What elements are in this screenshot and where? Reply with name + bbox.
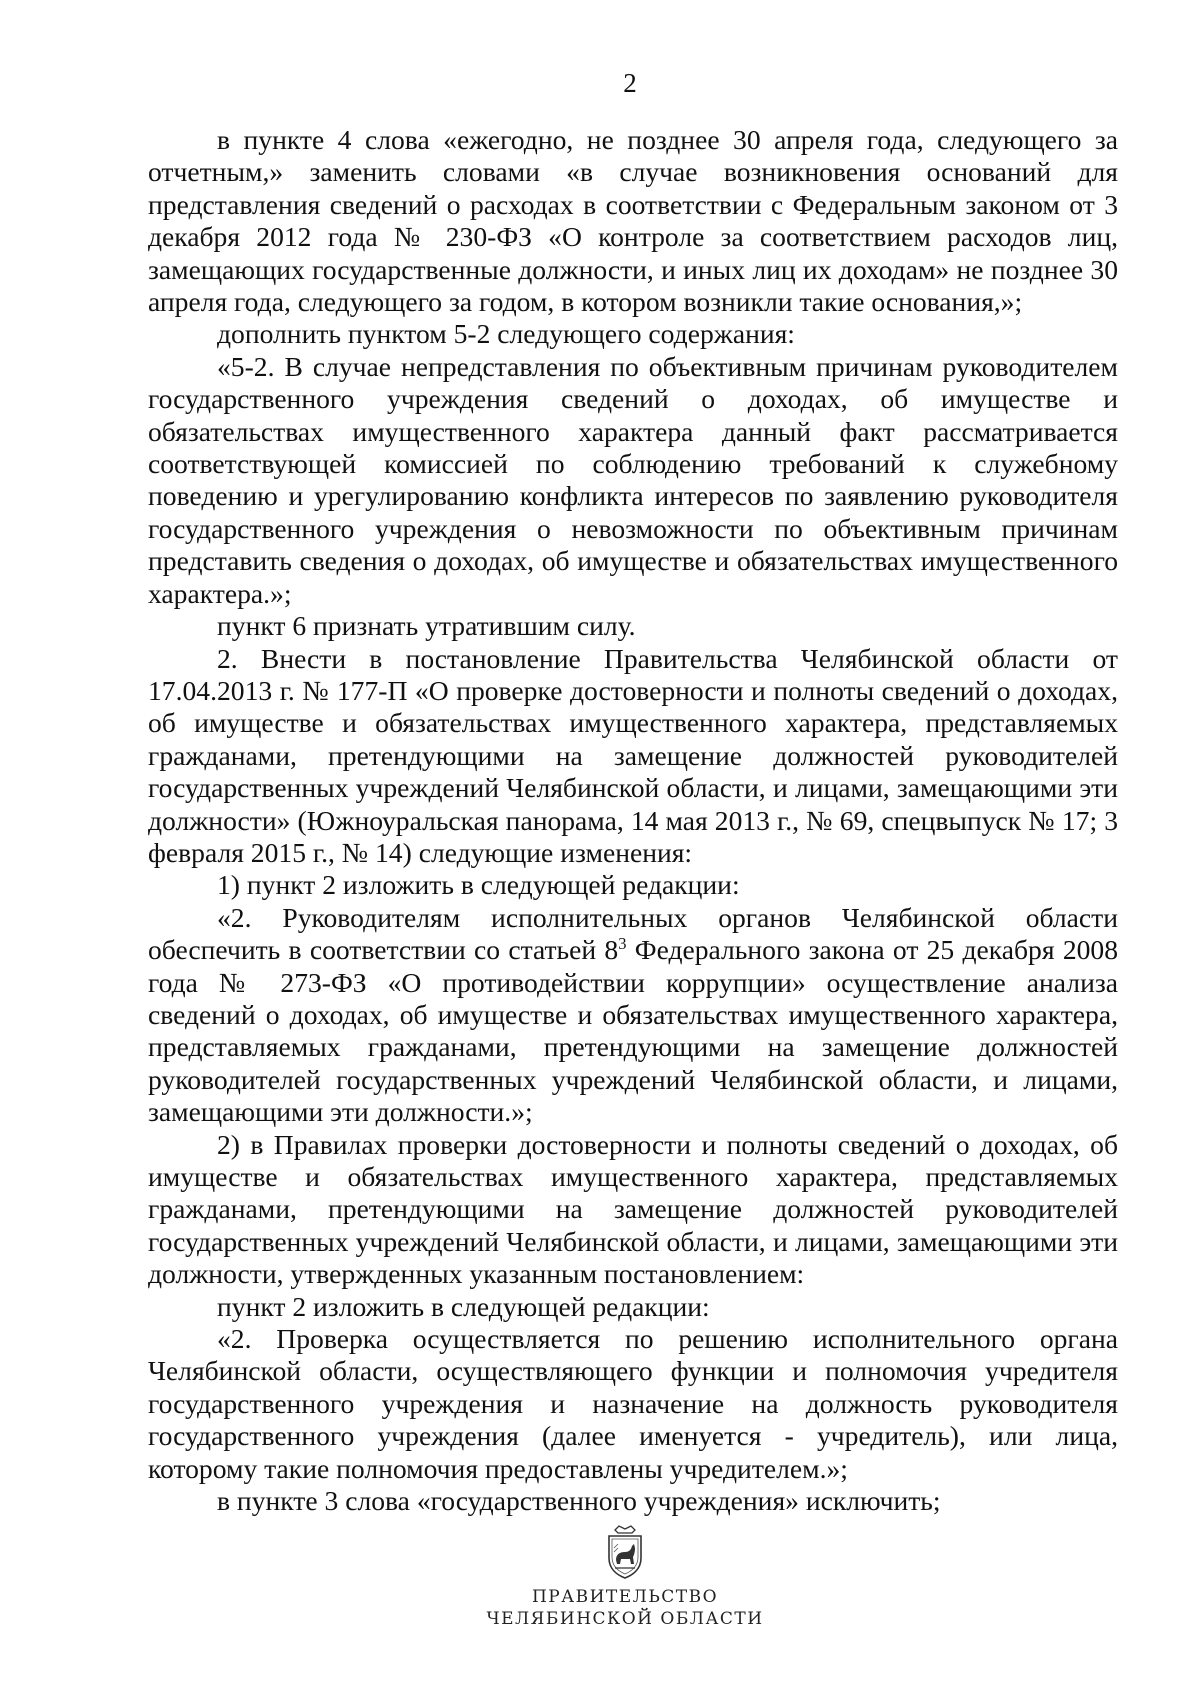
footer-line: ПРАВИТЕЛЬСТВО <box>531 1587 719 1607</box>
paragraph-text: в пункте 4 слова «ежегодно, не позднее 30 апреля года, следующего за отчетным,» заменить словами «в случае возникновения оснований для представления сведений о расходах в соответствии с Федеральным законом от 3 декабря 2012 года № 230-ФЗ «О контроле за соответствием расходов лиц, замещающих государственные должности, и иных лиц их доходам» не позднее 30 апреля года, следующего за годом, в котором возникли такие основания,»; <box>148 124 1118 318</box>
paragraph-text: «2. Руководителям исполнительных органов Челябинской области обеспечить в соответствии со статьей 8 <box>148 901 1118 966</box>
paragraph <box>148 902 1118 1129</box>
paragraph-text: в пункте 3 слова «государственного учреждения» исключить; <box>217 1485 941 1517</box>
superscript: 3 <box>618 933 627 953</box>
paragraph <box>148 124 1118 318</box>
paragraph <box>148 318 1118 350</box>
paragraph <box>148 351 1118 610</box>
paragraph-text: пункт 2 изложить в следующей редакции: <box>217 1290 710 1322</box>
footer-line: ЧЕЛЯБИНСКОЙ ОБЛАСТИ <box>486 1609 764 1629</box>
paragraph-text: 2. Внести в постановление Правительства Челябинской области от 17.04.2013 г. № 177-П «О проверке достоверности и полноты сведений о доходах, об имуществе и обязательствах имущественного характера, представляемых гражданами, претендующими на замещение должностей руководителей государственных учреждений Челябинской области, и лицами, замещающими эти должности» (Южноуральская панорама, 14 мая 2013 г., № 69, спецвыпуск № 17; 3 февраля 2015 г., № 14) следующие изменения: <box>148 642 1118 868</box>
paragraph-text: 1) пункт 2 изложить в следующей редакции: <box>217 869 740 901</box>
paragraph <box>148 1485 1118 1517</box>
page-number: 2 <box>623 68 637 98</box>
document-body <box>148 124 1118 1517</box>
paragraph <box>148 643 1118 870</box>
paragraph-text: «5-2. В случае непредставления по объективным причинам руководителем государственного учреждения сведений о доходах, об имуществе и обязательствах имущественного характера данный факт рассматривается соответствующей комиссией по соблюдению требований к служебному поведению и урегулированию конфликта интересов по заявлению руководителя государственного учреждения о невозможности по объективным причинам представить сведения о доходах, об имуществе и обязательствах имущественного характера.»; <box>148 350 1118 609</box>
paragraph <box>148 610 1118 642</box>
paragraph-text: «2. Проверка осуществляется по решению исполнительного органа Челябинской области, осуществляющего функции и полномочия учредителя государственного учреждения и назначение на должность руководителя государственного учреждения (далее именуется - учредитель), или лица, которому такие полномочия предоставлены учредителем.»; <box>148 1323 1118 1484</box>
paragraph <box>148 1323 1118 1485</box>
government-footer <box>0 1524 1200 1630</box>
coat-of-arms-icon <box>601 1524 649 1580</box>
paragraph-text: дополнить пунктом 5-2 следующего содержания: <box>217 318 795 350</box>
paragraph-text: пункт 6 признать утратившим силу. <box>217 610 636 642</box>
paragraph <box>148 1129 1118 1291</box>
paragraph <box>148 1291 1118 1323</box>
paragraph-text: Федерального закона от 25 декабря 2008 года № 273-ФЗ «О противодействии коррупции» осуществление анализа сведений о доходах, об имуществе и обязательствах имущественного характера, представляемых гражданами, претендующими на замещение должностей руководителей государственных учреждений Челябинской области, и лицами, замещающими эти должности.»; <box>148 934 1119 1128</box>
paragraph-text: 2) в Правилах проверки достоверности и полноты сведений о доходах, об имуществе и обязательствах имущественного характера, представляемых гражданами, претендующими на замещение должностей руководителей государственных учреждений Челябинской области, и лицами, замещающими эти должности, утвержденных указанным постановлением: <box>148 1128 1118 1290</box>
paragraph <box>148 869 1118 901</box>
